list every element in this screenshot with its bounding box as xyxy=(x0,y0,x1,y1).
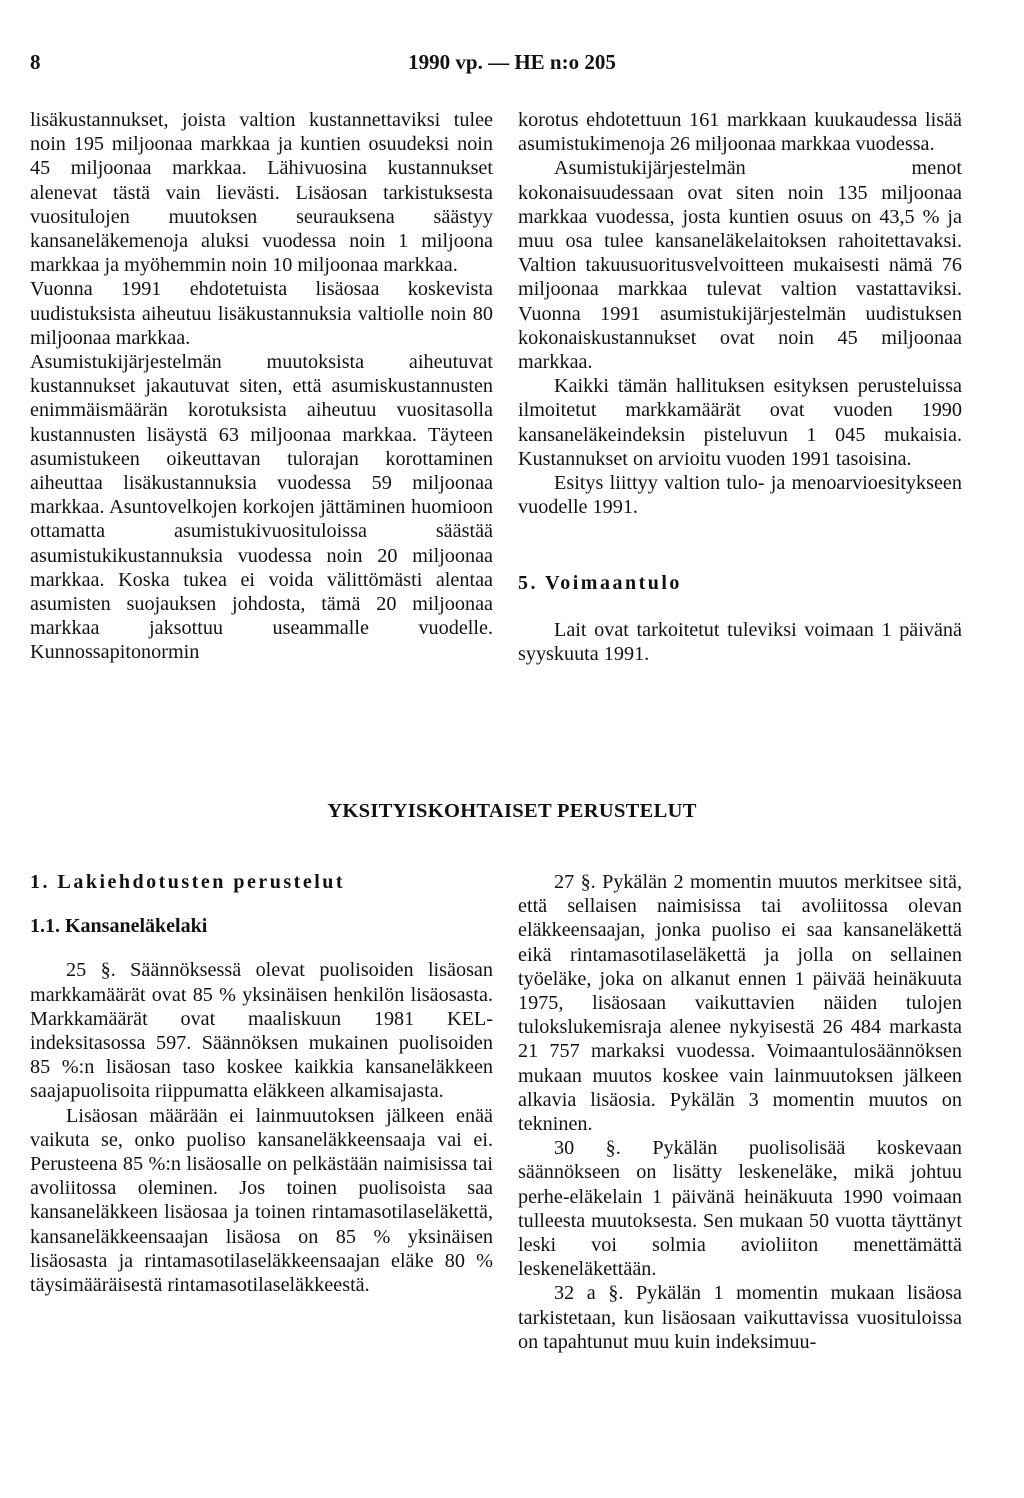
paragraph: lisäkustannukset, joista valtion kustannettaviksi tulee noin 195 miljoonaa markkaa ja kuntien osuudeksi noin 45 miljoonaa markkaa. Lähivuosina kustannukset alenevat tästä vain lievästi. Lisäosan tarkistuksesta vuositulojen muutoksen seurauksena säästyy kansaneläkemenoja aluksi vuodessa noin 1 miljoona markkaa ja myöhemmin noin 10 miljoonaa markkaa. xyxy=(30,109,493,277)
paragraph: Lisäosan määrään ei lainmuutoksen jälkeen enää vaikuta se, onko puoliso kansaneläkkeensaaja vai ei. Perusteena 85 %:n lisäosalle on pelkästään naimisissa tai avoliitossa oleminen. Jos toinen puolisoista saa kansaneläkkeen lisäosaa ja toinen rintamasotilaseläkettä, kansaneläkkeensaajan lisäosa on 85 % yksinäisen lisäosasta ja rintamasotilaseläkkeensaajan eläke 80 % täysimääräisestä rintamasotilaseläkkeestä. xyxy=(30,1104,493,1297)
paragraph: Kaikki tämän hallituksen esityksen perusteluissa ilmoitetut markkamäärät ovat vuoden 1990 kansaneläkeindeksin pisteluvun 1 045 mukaisia. Kustannukset on arvioitu vuoden 1991 tasoisina. xyxy=(518,375,962,470)
bottom-left-column xyxy=(30,870,493,1297)
paragraph: korotus ehdotettuun 161 markkaan kuukaudessa lisää asumistukimenoja 26 miljoonaa markkaa vuodessa. xyxy=(518,109,962,156)
paragraph: Asumistukijärjestelmän muutoksista aiheutuvat kustannukset jakautuvat siten, että asumiskustannusten enimmäismäärän korotuksista aiheutuu vuositasolla kustannusten lisäystä 63 miljoonaa markkaa. Täyteen asumistukeen oikeuttavan tulorajan korottaminen aiheuttaa lisäkustannuksia vuodessa 59 miljoonaa markkaa. Asuntovelkojen korkojen jättäminen huomioon ottamatta asumistukivuosituloissa säästää asumistukikustannuksia vuodessa noin 20 miljoonaa markkaa. Koska tukea ei voida välittömästi alentaa asumisten suojauksen johdosta, tämä 20 miljoonaa markkaa jaksottuu useammalle vuodelle. Kunnossapitonormin xyxy=(30,351,493,664)
paragraph: Esitys liittyy valtion tulo- ja menoarvioesitykseen vuodelle 1991. xyxy=(518,472,962,519)
paragraph: Lait ovat tarkoitetut tuleviksi voimaan 1 päivänä syyskuuta 1991. xyxy=(518,618,962,665)
bottom-right-column xyxy=(518,870,962,1354)
page-number: 8 xyxy=(30,50,41,74)
subsection-heading: 1.1. Kansaneläkelaki xyxy=(30,915,208,938)
paragraph: 32 a §. Pykälän 1 momentin mukaan lisäosa tarkistetaan, kun lisäosaan vaikuttavissa vuosituloissa on tapahtunut muu kuin indeksimuu- xyxy=(518,1282,962,1353)
main-title: YKSITYISKOHTAISET PERUSTELUT xyxy=(327,800,697,822)
paragraph: Vuonna 1991 ehdotetuista lisäosaa koskevista uudistuksista aiheutuu lisäkustannuksia valtiolle noin 80 miljoonaa markkaa. xyxy=(30,278,493,349)
section-heading: 1. Lakiehdotusten perustelut xyxy=(30,871,346,893)
top-right-column xyxy=(518,108,962,666)
running-title: 1990 vp. — HE n:o 205 xyxy=(408,50,616,74)
paragraph: 25 §. Säännöksessä olevat puolisoiden lisäosan markkamäärät ovat 85 % yksinäisen henkilön lisäosasta. Markkamäärät ovat maaliskuun 1981 KEL-indeksitasossa 597. Säännöksen mukainen puolisoiden 85 %:n lisäosan taso koskee kaikkia kansaneläkkeen saajapuolisoita riippumatta eläkkeen alkamisajasta. xyxy=(30,959,493,1103)
top-left-column xyxy=(30,108,493,665)
paragraph: 27 §. Pykälän 2 momentin muutos merkitsee sitä, että sellaisen naimisissa tai avoliitossa olevan eläkkeensaajan, jonka puoliso ei saa kansaneläkettä eikä rintamasotilaseläkettä ja jolla on sellainen työeläke, joka on alkanut ennen 1 päivää heinäkuuta 1975, lisäosaan vaikuttavien näiden tulojen tulokslukemisraja alenee nykyisestä 26 484 markasta 21 757 markaksi vuodessa. Voimaantulosäännöksen mukaan muutos koskee vain lainmuutoksen jälkeen alkavia lisäosia. Pykälän 3 momentin muutos on tekninen. xyxy=(518,871,962,1136)
section-heading: 5. Voimaantulo xyxy=(518,572,682,595)
paragraph: Asumistukijärjestelmän menot kokonaisuudessaan ovat siten noin 135 miljoonaa markkaa vuodessa, josta kuntien osuus on 43,5 % ja muu osa tulee kansaneläkelaitoksen rahoitettavaksi. Valtion takuusuoritusvelvoitteen mukaisesti nämä 76 miljoonaa markkaa tulevat valtion vastattaviksi. Vuonna 1991 asumistukijärjestelmän uudistuksen kokonaiskustannukset ovat noin 45 miljoonaa markkaa. xyxy=(518,157,962,374)
paragraph: 30 §. Pykälän puolisolisää koskevaan säännökseen on lisätty leskeneläke, mikä johtuu perhe-eläkelain 1 päivänä heinäkuuta 1990 voimaan tulleesta muutoksesta. Sen mukaan 50 vuotta täyttänyt leski voi solmia avioliiton menettämättä leskeneläkettään. xyxy=(518,1137,962,1281)
